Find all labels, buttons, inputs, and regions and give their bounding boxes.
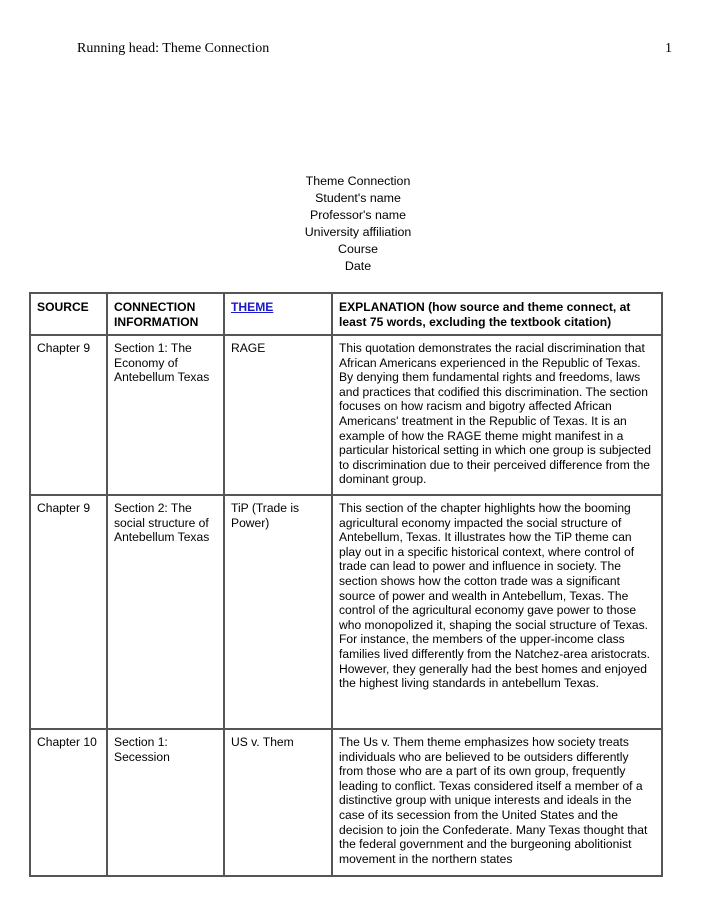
cell-theme: US v. Them [224, 729, 332, 876]
date: Date [344, 259, 372, 273]
header-theme[interactable] [224, 293, 332, 335]
page-number: 1 [665, 41, 672, 56]
university-affiliation: University affiliation [304, 225, 412, 239]
cell-connection: Section 2: The social structure of Antebellum Texas [107, 495, 224, 729]
cell-connection: Section 1: Secession [107, 729, 224, 876]
cell-explanation: The Us v. Them theme emphasizes how society treats individuals who are believed to be outsiders differently from those who are a part of its own group, frequently leading to conflict. Texas considered itself a member of a distinctive group with unique interests and ideals in the case of its secession from the United States and the decision to join the Confederate. Many Texas thought that the federal government and the burgeoning abolitionist movement in the northern states [332, 729, 662, 876]
table-row [30, 335, 662, 495]
running-head: Running head: Theme Connection [77, 41, 270, 56]
table-row [30, 495, 662, 729]
theme-connection-table [29, 292, 663, 877]
table-row [30, 729, 662, 876]
student-name: Student's name [315, 191, 401, 205]
cell-source: Chapter 9 [30, 335, 107, 495]
course: Course [338, 242, 378, 256]
cell-explanation: This quotation demonstrates the racial discrimination that African Americans experienced in the Republic of Texas. By denying them fundamental rights and freedoms, laws and practices that codified this discrimination. The section focuses on how racism and bigotry affected African Americans' treatment in the Republic of Texas. It is an example of how the RAGE theme might manifest in a particular historical setting in which one group is subjected to discrimination due to their perceived difference from the dominant group. [332, 335, 662, 495]
cell-connection: Section 1: The Economy of Antebellum Texas [107, 335, 224, 495]
table-header-row [30, 293, 662, 335]
cell-explanation: This section of the chapter highlights how the booming agricultural economy impacted the social structure of Antebellum, Texas. It illustrates how the TiP theme can play out in a specific historical context, where control of trade can lead to power and influence in society. The section shows how the cotton trade was a significant source of power and wealth in Antebellum, Texas. The control of the agricultural economy gave power to those who monopolized it, shaping the social structure of Texas. For instance, the members of the upper-income class families lived differently from the Natchez-area aristocrats. However, they generally had the best homes and enjoyed the highest living standards in antebellum Texas. [332, 495, 662, 729]
cell-source: Chapter 10 [30, 729, 107, 876]
professor-name: Professor's name [309, 208, 407, 222]
header-connection: CONNECTION INFORMATION [107, 293, 224, 335]
theme-link[interactable]: THEME [231, 300, 274, 314]
title-block [0, 173, 714, 275]
document-title: Theme Connection [305, 174, 411, 188]
cell-theme: TiP (Trade is Power) [224, 495, 332, 729]
cell-source: Chapter 9 [30, 495, 107, 729]
header-source: SOURCE [30, 293, 107, 335]
header-explanation: EXPLANATION (how source and theme connect, at least 75 words, excluding the textbook citation) [332, 293, 662, 335]
cell-theme: RAGE [224, 335, 332, 495]
